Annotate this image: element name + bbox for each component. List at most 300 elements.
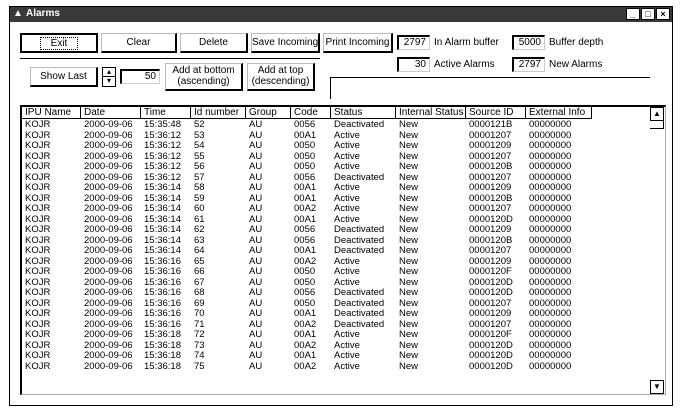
add-top-line1: Add at top bbox=[257, 65, 304, 76]
table-row[interactable] bbox=[22, 215, 634, 226]
show-last-spinner[interactable] bbox=[102, 67, 116, 87]
table-cell: 0056 bbox=[294, 120, 316, 130]
table-cell: 68 bbox=[194, 288, 205, 298]
table-cell: KOJR bbox=[25, 288, 51, 298]
table-cell: AU bbox=[249, 141, 263, 151]
table-cell: 58 bbox=[194, 183, 205, 193]
table-cell: KOJR bbox=[25, 151, 51, 162]
table-cell: 15:36:16 bbox=[144, 319, 181, 330]
table-cell: 15:36:18 bbox=[144, 340, 181, 351]
table-cell: 0056 bbox=[294, 235, 316, 246]
buffer-depth-field[interactable]: 5000 bbox=[512, 35, 545, 50]
table-cell: KOJR bbox=[25, 361, 51, 372]
scroll-down-icon[interactable]: ▼ bbox=[650, 380, 664, 394]
table-cell: 00000000 bbox=[529, 204, 572, 214]
table-cell: 2000-09-06 bbox=[84, 162, 133, 172]
table-cell: AU bbox=[249, 204, 263, 214]
table-cell: 00A1 bbox=[294, 246, 317, 256]
table-cell: 15:36:12 bbox=[144, 130, 181, 141]
spin-up-icon[interactable]: ▴ bbox=[103, 68, 115, 77]
scroll-thumb[interactable] bbox=[650, 121, 664, 129]
table-cell: New bbox=[399, 256, 419, 267]
table-cell: 2000-09-06 bbox=[84, 193, 133, 204]
table-cell: 00001207 bbox=[469, 130, 512, 141]
table-cell: 00A1 bbox=[294, 309, 317, 319]
table-cell: 53 bbox=[194, 130, 205, 141]
table-cell: AU bbox=[249, 256, 263, 267]
table-cell: 2000-09-06 bbox=[84, 214, 133, 225]
table-cell: 15:36:16 bbox=[144, 288, 181, 298]
table-cell: AU bbox=[249, 246, 263, 256]
table-cell: 0000120B bbox=[469, 162, 513, 172]
table-row[interactable] bbox=[22, 141, 634, 152]
message-area-frame bbox=[330, 77, 650, 78]
table-cell: 15:36:16 bbox=[144, 256, 181, 267]
table-cell: KOJR bbox=[25, 162, 51, 172]
table-cell: KOJR bbox=[25, 340, 51, 351]
table-row[interactable] bbox=[22, 152, 634, 163]
table-cell: Deactivated bbox=[334, 235, 385, 246]
table-cell: 00000000 bbox=[529, 277, 572, 288]
table-cell: AU bbox=[249, 235, 263, 246]
print-incoming-button[interactable]: Print Incoming bbox=[323, 33, 393, 53]
table-cell: 15:36:12 bbox=[144, 172, 181, 183]
scroll-up-icon[interactable]: ▲ bbox=[650, 107, 664, 121]
table-cell: 2000-09-06 bbox=[84, 298, 133, 309]
table-cell: 0000120D bbox=[469, 277, 513, 288]
add-top-line2: (descending) bbox=[251, 76, 310, 87]
table-cell: Active bbox=[334, 151, 360, 162]
table-cell: Deactivated bbox=[334, 309, 385, 319]
table-cell: 15:36:18 bbox=[144, 351, 181, 361]
spin-down-icon[interactable]: ▾ bbox=[106, 76, 111, 85]
table-cell: 00000000 bbox=[529, 319, 572, 330]
add-at-top-button[interactable] bbox=[247, 63, 315, 91]
table-cell: 15:36:12 bbox=[144, 162, 181, 172]
table-cell: 2000-09-06 bbox=[84, 340, 133, 351]
table-cell: New bbox=[399, 130, 419, 141]
table-cell: 73 bbox=[194, 340, 205, 351]
table-cell: 15:36:14 bbox=[144, 246, 181, 256]
table-cell: 00000000 bbox=[529, 330, 572, 340]
table-row[interactable] bbox=[22, 309, 634, 320]
table-cell: KOJR bbox=[25, 193, 51, 204]
table-row[interactable] bbox=[22, 341, 634, 352]
table-cell: 70 bbox=[194, 309, 205, 319]
table-row[interactable] bbox=[22, 246, 634, 257]
column-header[interactable]: Date bbox=[81, 107, 141, 119]
window-controls bbox=[626, 8, 670, 20]
table-cell: 00000000 bbox=[529, 246, 572, 256]
table-cell: 0000120B bbox=[469, 235, 513, 246]
table-row[interactable] bbox=[22, 225, 634, 236]
table-cell: 0000120F bbox=[469, 330, 512, 340]
table-cell: Active bbox=[334, 351, 360, 361]
title-bar bbox=[10, 7, 672, 22]
table-cell: 00000000 bbox=[529, 183, 572, 193]
table-cell: New bbox=[399, 162, 419, 172]
table-cell: New bbox=[399, 288, 419, 298]
table-cell: 15:36:18 bbox=[144, 361, 181, 372]
table-cell: 00000000 bbox=[529, 162, 572, 172]
table-cell: 00001209 bbox=[469, 256, 512, 267]
table-cell: Active bbox=[334, 330, 360, 340]
table-cell: 2000-09-06 bbox=[84, 267, 133, 277]
table-cell: AU bbox=[249, 183, 263, 193]
table-cell: 66 bbox=[194, 267, 205, 277]
alarm-table bbox=[20, 105, 666, 395]
column-header[interactable]: Source ID bbox=[466, 107, 526, 119]
table-cell: 00000000 bbox=[529, 225, 572, 235]
table-row[interactable] bbox=[22, 120, 634, 131]
table-cell: 00001209 bbox=[469, 309, 512, 319]
active-alarms-label: Active Alarms bbox=[434, 59, 495, 70]
close-button[interactable]: × bbox=[656, 8, 670, 20]
table-cell: 2000-09-06 bbox=[84, 288, 133, 298]
table-row[interactable] bbox=[22, 162, 634, 173]
table-cell: Active bbox=[334, 141, 360, 151]
table-cell: Active bbox=[334, 162, 360, 172]
table-row[interactable] bbox=[22, 183, 634, 194]
table-cell: 00000000 bbox=[529, 256, 572, 267]
table-row[interactable] bbox=[22, 278, 634, 289]
table-cell: Active bbox=[334, 204, 360, 214]
exit-button[interactable] bbox=[20, 33, 98, 53]
table-row[interactable] bbox=[22, 330, 634, 341]
save-incoming-button[interactable]: Save Incoming bbox=[251, 33, 320, 53]
table-cell: 2000-09-06 bbox=[84, 277, 133, 288]
table-cell: 00A2 bbox=[294, 256, 317, 267]
table-cell: KOJR bbox=[25, 351, 51, 361]
table-cell: 15:36:14 bbox=[144, 235, 181, 246]
table-cell: 00000000 bbox=[529, 267, 572, 277]
table-cell: AU bbox=[249, 309, 263, 319]
table-cell: New bbox=[399, 309, 419, 319]
table-cell: 71 bbox=[194, 319, 205, 330]
table-cell: 00A1 bbox=[294, 193, 317, 204]
table-cell: KOJR bbox=[25, 298, 51, 309]
table-cell: 15:36:16 bbox=[144, 277, 181, 288]
table-cell: 00000000 bbox=[529, 193, 572, 204]
in-alarm-buffer-label: In Alarm buffer bbox=[434, 37, 499, 48]
table-cell: 00000000 bbox=[529, 309, 572, 319]
table-cell: Deactivated bbox=[334, 319, 385, 330]
table-cell: 00000000 bbox=[529, 361, 572, 372]
table-cell: KOJR bbox=[25, 235, 51, 246]
table-cell: 57 bbox=[194, 172, 205, 183]
table-cell: 15:36:16 bbox=[144, 267, 181, 277]
table-cell: 72 bbox=[194, 330, 205, 340]
table-row[interactable] bbox=[22, 351, 634, 362]
table-cell: New bbox=[399, 141, 419, 151]
table-cell: KOJR bbox=[25, 319, 51, 330]
table-cell: 00001207 bbox=[469, 204, 512, 214]
table-cell: New bbox=[399, 172, 419, 183]
table-row[interactable] bbox=[22, 173, 634, 184]
table-cell: New bbox=[399, 319, 419, 330]
table-cell: 2000-09-06 bbox=[84, 172, 133, 183]
table-cell: 00000000 bbox=[529, 351, 572, 361]
table-cell: 15:36:14 bbox=[144, 183, 181, 193]
table-cell: 69 bbox=[194, 298, 205, 309]
table-cell: 00001209 bbox=[469, 141, 512, 151]
table-body bbox=[22, 120, 634, 372]
table-cell: 0056 bbox=[294, 172, 316, 183]
table-cell: 15:36:14 bbox=[144, 193, 181, 204]
table-cell: New bbox=[399, 214, 419, 225]
table-cell: 2000-09-06 bbox=[84, 204, 133, 214]
table-cell: 0050 bbox=[294, 151, 316, 162]
column-header[interactable]: Group bbox=[246, 107, 291, 119]
in-alarm-buffer-field: 2797 bbox=[397, 35, 430, 50]
table-row[interactable] bbox=[22, 362, 634, 373]
table-cell: 15:36:16 bbox=[144, 298, 181, 309]
table-cell: 00000000 bbox=[529, 298, 572, 309]
table-cell: 00001207 bbox=[469, 319, 512, 330]
table-cell: 00A2 bbox=[294, 361, 317, 372]
table-cell: KOJR bbox=[25, 141, 51, 151]
table-cell: KOJR bbox=[25, 214, 51, 225]
table-cell: 0000120D bbox=[469, 288, 513, 298]
table-cell: Active bbox=[334, 193, 360, 204]
table-cell: 55 bbox=[194, 151, 205, 162]
table-cell: Deactivated bbox=[334, 288, 385, 298]
table-cell: New bbox=[399, 340, 419, 351]
table-cell: Active bbox=[334, 183, 360, 193]
table-cell: 0056 bbox=[294, 288, 316, 298]
table-cell: KOJR bbox=[25, 330, 51, 340]
new-alarms-label: New Alarms bbox=[549, 59, 603, 70]
table-cell: 2000-09-06 bbox=[84, 225, 133, 235]
table-cell: 2000-09-06 bbox=[84, 319, 133, 330]
table-cell: Deactivated bbox=[334, 298, 385, 309]
table-cell: 67 bbox=[194, 277, 205, 288]
table-cell: Deactivated bbox=[334, 172, 385, 183]
table-cell: 15:36:14 bbox=[144, 204, 181, 214]
table-cell: KOJR bbox=[25, 256, 51, 267]
table-cell: Active bbox=[334, 340, 360, 351]
table-cell: 00001209 bbox=[469, 225, 512, 235]
table-cell: 62 bbox=[194, 225, 205, 235]
table-cell: 0000120F bbox=[469, 267, 512, 277]
table-row[interactable] bbox=[22, 131, 634, 142]
table-cell: 0000120D bbox=[469, 361, 513, 372]
table-cell: 2000-09-06 bbox=[84, 183, 133, 193]
table-row[interactable] bbox=[22, 194, 634, 205]
table-cell: 00A2 bbox=[294, 204, 317, 214]
table-row[interactable] bbox=[22, 204, 634, 215]
new-alarms-field: 2797 bbox=[512, 57, 545, 72]
table-cell: 0050 bbox=[294, 162, 316, 172]
table-cell: KOJR bbox=[25, 204, 51, 214]
table-cell: KOJR bbox=[25, 183, 51, 193]
table-cell: AU bbox=[249, 162, 263, 172]
alarms-window bbox=[9, 6, 673, 406]
add-at-bottom-button[interactable] bbox=[165, 63, 243, 91]
table-cell: AU bbox=[249, 351, 263, 361]
table-cell: New bbox=[399, 151, 419, 162]
table-header bbox=[22, 107, 632, 119]
table-cell: KOJR bbox=[25, 225, 51, 235]
column-header[interactable]: Status bbox=[331, 107, 396, 119]
table-cell: 00000000 bbox=[529, 235, 572, 246]
table-cell: 2000-09-06 bbox=[84, 151, 133, 162]
table-cell: AU bbox=[249, 151, 263, 162]
table-cell: 2000-09-06 bbox=[84, 246, 133, 256]
table-cell: 2000-09-06 bbox=[84, 120, 133, 130]
table-cell: New bbox=[399, 298, 419, 309]
table-cell: New bbox=[399, 225, 419, 235]
column-header[interactable]: Code bbox=[291, 107, 331, 119]
table-cell: AU bbox=[249, 214, 263, 225]
table-cell: 64 bbox=[194, 246, 205, 256]
clear-button[interactable]: Clear bbox=[101, 33, 177, 53]
table-cell: 00000000 bbox=[529, 172, 572, 183]
table-cell: 0000120B bbox=[469, 193, 513, 204]
table-row[interactable] bbox=[22, 299, 634, 310]
column-header[interactable]: External Info bbox=[526, 107, 592, 119]
table-cell: New bbox=[399, 267, 419, 277]
table-cell: 15:36:12 bbox=[144, 151, 181, 162]
minimize-button[interactable]: _ bbox=[626, 8, 640, 20]
table-cell: 75 bbox=[194, 361, 205, 372]
table-cell: New bbox=[399, 204, 419, 214]
table-cell: 65 bbox=[194, 256, 205, 267]
table-cell: New bbox=[399, 120, 419, 130]
table-cell: 00001207 bbox=[469, 298, 512, 309]
table-cell: AU bbox=[249, 172, 263, 183]
table-cell: New bbox=[399, 330, 419, 340]
show-last-button[interactable]: Show Last bbox=[30, 67, 98, 87]
table-cell: 60 bbox=[194, 204, 205, 214]
add-bottom-line2: (ascending) bbox=[177, 76, 230, 87]
table-cell: 74 bbox=[194, 351, 205, 361]
table-row[interactable] bbox=[22, 257, 634, 268]
table-cell: Deactivated bbox=[334, 120, 385, 130]
table-cell: New bbox=[399, 183, 419, 193]
table-cell: AU bbox=[249, 298, 263, 309]
table-cell: 00A1 bbox=[294, 351, 317, 361]
table-cell: 00001207 bbox=[469, 246, 512, 256]
column-header[interactable]: IPU Name bbox=[22, 107, 81, 119]
table-cell: 00A1 bbox=[294, 214, 317, 225]
table-cell: 61 bbox=[194, 214, 205, 225]
table-cell: 00000000 bbox=[529, 141, 572, 151]
table-cell: AU bbox=[249, 277, 263, 288]
table-cell: 2000-09-06 bbox=[84, 351, 133, 361]
table-cell: KOJR bbox=[25, 267, 51, 277]
table-cell: 0050 bbox=[294, 141, 316, 151]
table-cell: 2000-09-06 bbox=[84, 141, 133, 151]
table-cell: 00000000 bbox=[529, 151, 572, 162]
table-cell: 59 bbox=[194, 193, 205, 204]
table-cell: 54 bbox=[194, 141, 205, 151]
table-cell: 00000000 bbox=[529, 214, 572, 225]
table-cell: KOJR bbox=[25, 246, 51, 256]
buffer-depth-label: Buffer depth bbox=[549, 37, 604, 48]
table-row[interactable] bbox=[22, 236, 634, 247]
table-cell: Deactivated bbox=[334, 246, 385, 256]
table-cell: AU bbox=[249, 288, 263, 298]
table-cell: AU bbox=[249, 361, 263, 372]
table-cell: Active bbox=[334, 361, 360, 372]
table-cell: 00001207 bbox=[469, 151, 512, 162]
table-cell: 15:36:12 bbox=[144, 141, 181, 151]
table-cell: AU bbox=[249, 130, 263, 141]
table-cell: AU bbox=[249, 330, 263, 340]
table-cell: AU bbox=[249, 340, 263, 351]
table-cell: 00000000 bbox=[529, 120, 572, 130]
alarm-icon: ▲ bbox=[13, 8, 23, 19]
table-cell: 2000-09-06 bbox=[84, 256, 133, 267]
table-cell: 00A1 bbox=[294, 330, 317, 340]
add-bottom-line1: Add at bottom bbox=[172, 65, 235, 76]
window-title: Alarms bbox=[26, 8, 60, 19]
table-cell: 15:36:18 bbox=[144, 330, 181, 340]
table-cell: 0050 bbox=[294, 298, 316, 309]
table-row[interactable] bbox=[22, 320, 634, 331]
table-cell: 00000000 bbox=[529, 130, 572, 141]
delete-button[interactable]: Delete bbox=[180, 33, 248, 53]
show-last-count-input[interactable]: 50 bbox=[120, 69, 160, 84]
table-cell: 2000-09-06 bbox=[84, 130, 133, 141]
table-cell: 56 bbox=[194, 162, 205, 172]
vertical-scrollbar[interactable] bbox=[649, 107, 665, 394]
table-cell: Active bbox=[334, 214, 360, 225]
table-cell: AU bbox=[249, 225, 263, 235]
table-cell: New bbox=[399, 235, 419, 246]
maximize-button[interactable]: □ bbox=[641, 8, 655, 20]
table-cell: KOJR bbox=[25, 120, 51, 130]
table-cell: Active bbox=[334, 256, 360, 267]
table-cell: 0000120D bbox=[469, 340, 513, 351]
table-cell: Active bbox=[334, 267, 360, 277]
table-cell: AU bbox=[249, 267, 263, 277]
table-cell: New bbox=[399, 361, 419, 372]
exit-label: Exit bbox=[40, 37, 79, 50]
column-header[interactable]: Time bbox=[141, 107, 191, 119]
table-cell: 00A2 bbox=[294, 319, 317, 330]
table-cell: KOJR bbox=[25, 172, 51, 183]
table-cell: 15:36:14 bbox=[144, 225, 181, 235]
table-cell: 0056 bbox=[294, 225, 316, 235]
table-cell: 00A1 bbox=[294, 130, 317, 141]
table-cell: New bbox=[399, 351, 419, 361]
table-row[interactable] bbox=[22, 267, 634, 278]
table-cell: Active bbox=[334, 130, 360, 141]
table-cell: 15:35:48 bbox=[144, 120, 181, 130]
table-cell: 00000000 bbox=[529, 288, 572, 298]
column-header[interactable]: Id number bbox=[191, 107, 246, 119]
table-cell: Active bbox=[334, 277, 360, 288]
show-group-frame bbox=[20, 58, 320, 59]
table-cell: 0000121B bbox=[469, 120, 513, 130]
table-cell: 0050 bbox=[294, 277, 316, 288]
active-alarms-field: 30 bbox=[397, 57, 430, 72]
table-cell: 00000000 bbox=[529, 340, 572, 351]
table-cell: 2000-09-06 bbox=[84, 361, 133, 372]
table-cell: 15:36:16 bbox=[144, 309, 181, 319]
column-header[interactable]: Internal Status bbox=[396, 107, 466, 119]
message-area-edge bbox=[330, 77, 331, 99]
table-cell: 00001209 bbox=[469, 183, 512, 193]
table-cell: KOJR bbox=[25, 309, 51, 319]
table-cell: 52 bbox=[194, 120, 205, 130]
table-cell: KOJR bbox=[25, 277, 51, 288]
table-row[interactable] bbox=[22, 288, 634, 299]
table-cell: New bbox=[399, 193, 419, 204]
table-cell: 2000-09-06 bbox=[84, 235, 133, 246]
